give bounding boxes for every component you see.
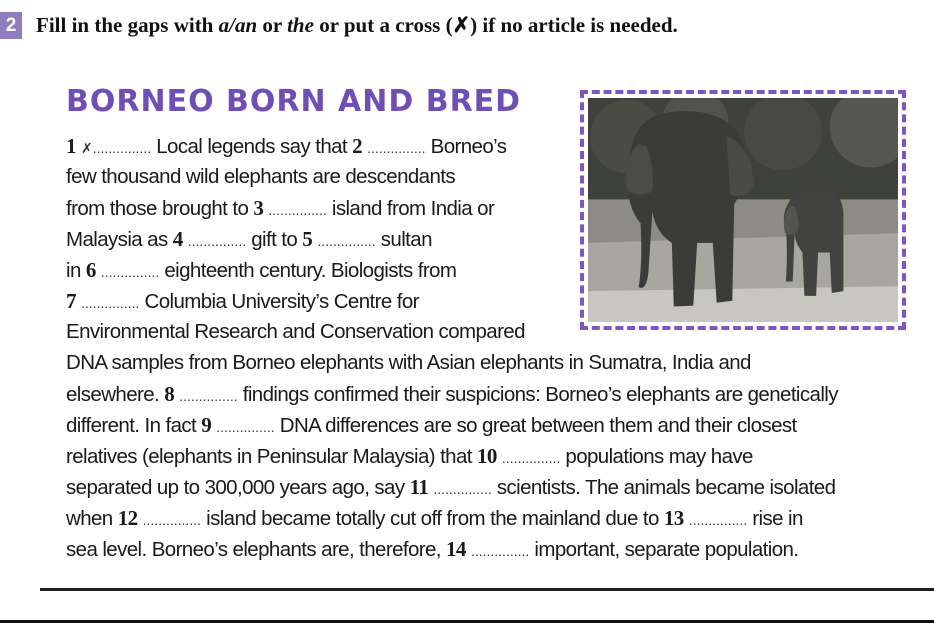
line-4-text-c: sultan: [380, 228, 432, 251]
line-12-text-a: separated up to 300,000 years ago, say: [66, 476, 405, 499]
line-10-text-a: different. In fact: [66, 414, 197, 437]
line-6-text: Columbia University’s Centre for: [144, 290, 419, 313]
line-14-text-a: sea level. Borneo’s elephants are, therefore,: [66, 538, 441, 561]
gap-number-4: 4: [172, 227, 183, 251]
gap-7[interactable]: ...............: [81, 295, 140, 311]
line-13-text-a: when: [66, 507, 113, 530]
text-line-8: [66, 351, 751, 375]
line-13-text-b: island became totally cut off from the mainland due to: [206, 507, 659, 530]
gap-8[interactable]: ...............: [179, 388, 238, 404]
gap-10[interactable]: ...............: [501, 450, 561, 466]
gap-number-7: 7: [66, 289, 76, 313]
line-9-text-a: elsewhere.: [66, 383, 160, 406]
line-1-text-a: Local legends say that: [156, 135, 348, 158]
line-11-text-b: populations may have: [565, 445, 753, 468]
gap-number-2: 2: [352, 134, 363, 158]
gap-1-filled[interactable]: [81, 140, 151, 156]
line-1-text-b: Borneo’s: [430, 135, 507, 158]
gap-13[interactable]: ...............: [688, 512, 748, 528]
gap-number-12: 12: [117, 506, 138, 530]
elephant-photo: [588, 98, 898, 322]
task-instruction: [36, 13, 678, 38]
text-line-12: [66, 475, 835, 500]
line-13-text-c: rise in: [752, 507, 803, 530]
line-2-text: few thousand wild elephants are descendants: [66, 165, 456, 188]
line-5-text-a: in: [66, 259, 81, 282]
text-line-11: [66, 444, 753, 469]
line-7-text: Environmental Research and Conservation compared: [66, 320, 525, 343]
line-11-text-a: relatives (elephants in Peninsular Malaysia) that: [66, 445, 472, 468]
gap-11[interactable]: ...............: [433, 481, 492, 497]
line-14-text-b: important, separate population.: [534, 538, 799, 561]
text-line-14: [66, 537, 798, 562]
instruction-or: or: [257, 13, 288, 37]
gap-12[interactable]: ...............: [142, 512, 201, 528]
line-3-text-b: island from India or: [331, 197, 495, 220]
gap-number-3: 3: [253, 196, 264, 220]
gap-number-11: 11: [409, 475, 429, 499]
instruction-text: Fill in the gaps with: [36, 13, 219, 37]
gap-number-9: 9: [201, 413, 212, 437]
text-line-7: [66, 320, 525, 344]
gap-1-dots: ...............: [92, 140, 152, 156]
line-8-text: DNA samples from Borneo elephants with Asian elephants in Sumatra, India and: [66, 351, 751, 374]
instruction-tail: or put a cross (✗) if no article is needed.: [313, 13, 678, 37]
article-title: BORNEO BORN AND BRED: [66, 84, 522, 119]
line-4-text-a: Malaysia as: [66, 228, 168, 251]
line-4-text-b: gift to: [251, 228, 298, 251]
text-line-1: [66, 134, 506, 159]
text-line-9: [66, 382, 838, 407]
text-line-5: [66, 258, 456, 283]
gap-number-8: 8: [164, 382, 175, 406]
instruction-the: the: [287, 13, 314, 37]
photo-frame: [580, 90, 906, 330]
line-9-text-b: findings confirmed their suspicions: Borneo’s elephants are genetically: [242, 383, 838, 406]
line-5-text-b: eighteenth century. Biologists from: [164, 259, 457, 282]
gap-9[interactable]: ...............: [216, 419, 275, 435]
section-divider: [40, 588, 934, 591]
line-10-text-b: DNA differences are so great between them and their closest: [279, 414, 797, 437]
gap-3[interactable]: ...............: [268, 202, 327, 218]
gap-number-6: 6: [85, 258, 96, 282]
gap-number-10: 10: [477, 444, 497, 468]
gap-1-answer: ✗: [81, 140, 93, 156]
text-line-4: [66, 227, 432, 252]
gap-number-14: 14: [446, 537, 466, 561]
text-line-13: [66, 506, 803, 531]
text-line-6: [66, 289, 419, 314]
gap-14[interactable]: ...............: [470, 543, 530, 559]
line-12-text-b: scientists. The animals became isolated: [496, 476, 836, 499]
text-line-3: [66, 196, 494, 221]
gap-2[interactable]: ...............: [367, 140, 426, 156]
gap-4[interactable]: ...............: [187, 233, 247, 249]
gap-5[interactable]: ...............: [317, 233, 376, 249]
gap-number-5: 5: [302, 227, 313, 251]
text-line-2: [66, 165, 455, 189]
gap-number-13: 13: [663, 506, 684, 530]
task-number-badge: 2: [0, 12, 22, 39]
line-3-text-a: from those brought to: [66, 197, 249, 220]
page-bottom-rule: [0, 620, 934, 623]
gap-6[interactable]: ...............: [100, 264, 160, 280]
instruction-a-an: a/an: [218, 13, 258, 37]
text-line-10: [66, 413, 797, 438]
gap-number-1: 1: [66, 134, 76, 158]
